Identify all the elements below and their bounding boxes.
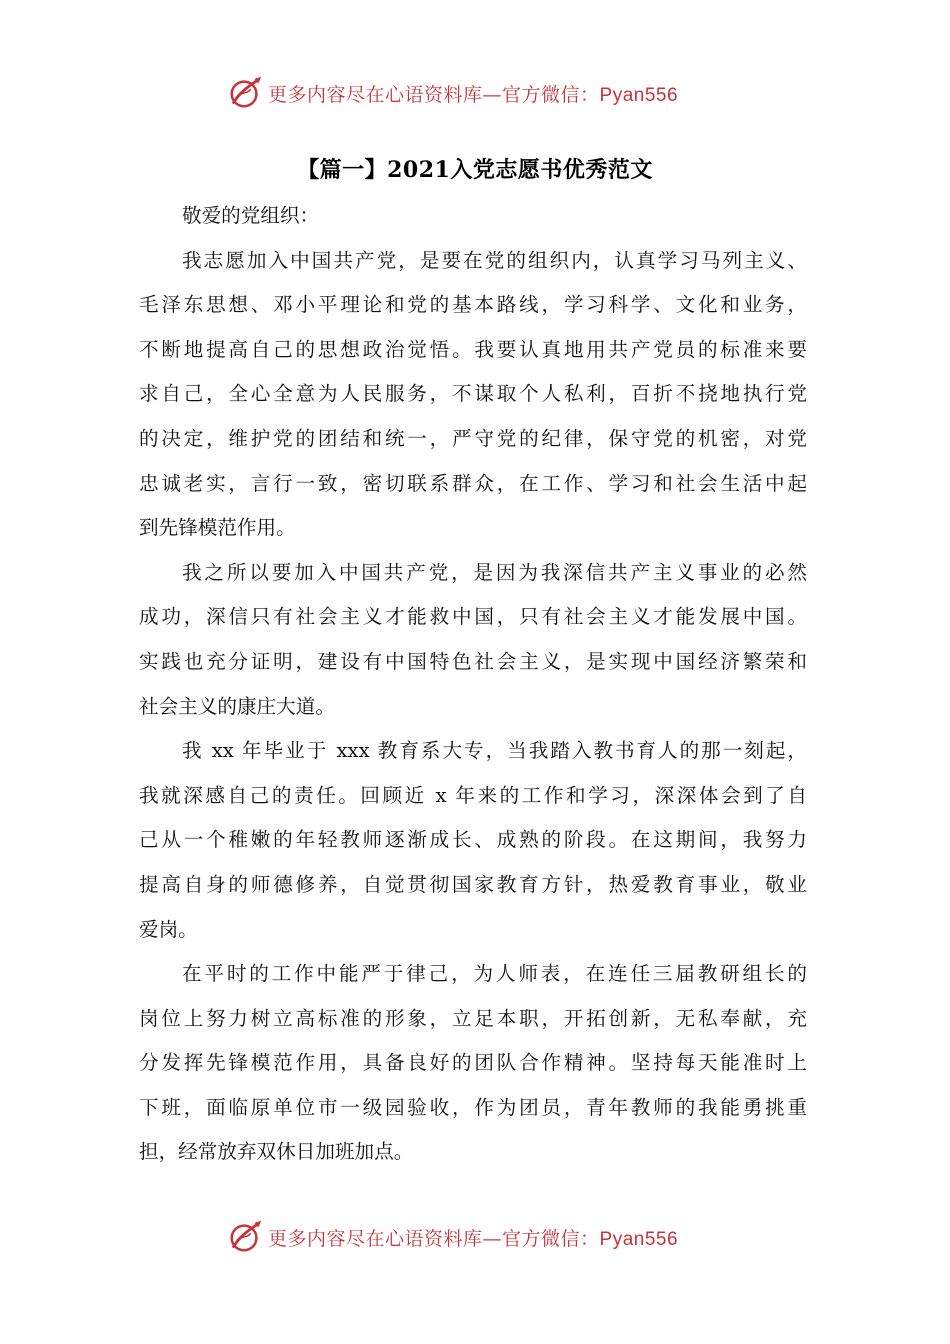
pen-swirl-logo-icon xyxy=(226,74,264,112)
paragraph-line: 社会主义的康庄大道。 xyxy=(139,694,335,718)
paragraph-line: 实践也充分证明，建设有中国特色社会主义，是实现中国经济繁荣和 xyxy=(139,649,807,673)
banner-text: 更多内容尽在心语资料库—官方微信：Pyan556 xyxy=(268,83,679,106)
page-title: 【篇一】2021入党志愿书优秀范文 xyxy=(297,157,653,183)
banner-wechat-id: Pyan556 xyxy=(599,84,679,106)
salutation: 敬爱的党组织： xyxy=(182,204,320,227)
banner-text: 更多内容尽在心语资料库—官方微信：Pyan556 xyxy=(268,1227,679,1250)
paragraph-line: 提高自身的师德修养，自觉贯彻国家教育方针，热爱教育事业，敬业 xyxy=(139,872,807,896)
document-body xyxy=(139,194,807,1175)
paragraph-line: 求自己，全心全意为人民服务，不谋取个人私利，百折不挠地执行党 xyxy=(139,382,807,406)
paragraph-line: 己从一个稚嫩的年轻教师逐渐成长、成熟的阶段。在这期间，我努力 xyxy=(139,828,807,852)
paragraph-line: 岗位上努力树立高标准的形象，立足本职，开拓创新，无私奉献，充 xyxy=(139,1006,807,1030)
paragraph-line: 我就深感自己的责任。回顾近 x 年来的工作和学习，深深体会到了自 xyxy=(139,783,807,807)
paragraph-line: 毛泽东思想、邓小平理论和党的基本路线，学习科学、文化和业务， xyxy=(139,293,807,317)
paragraph-line: 我志愿加入中国共产党，是要在党的组织内，认真学习马列主义、 xyxy=(182,248,807,272)
paragraph-line: 爱岗。 xyxy=(139,917,198,941)
paragraph-line: 分发挥先锋模范作用，具备良好的团队合作精神。坚持每天能准时上 xyxy=(139,1051,807,1075)
paragraph-line: 我 xx 年毕业于 xxx 教育系大专，当我踏入教书育人的那一刻起， xyxy=(182,739,807,763)
paragraph-line: 担，经常放弃双休日加班加点。 xyxy=(139,1140,414,1164)
paragraph-line: 到先锋模范作用。 xyxy=(139,516,296,540)
paragraph-line: 成功，深信只有社会主义才能救中国，只有社会主义才能发展中国。 xyxy=(139,605,807,629)
paragraph-line: 在平时的工作中能严于律己，为人师表，在连任三届教研组长的 xyxy=(182,962,807,986)
paragraph-line: 忠诚老实，言行一致，密切联系群众，在工作、学习和社会生活中起 xyxy=(139,471,807,495)
banner-wechat-id: Pyan556 xyxy=(599,1228,679,1250)
paragraph-line: 的决定，维护党的团结和统一，严守党的纪律，保守党的机密，对党 xyxy=(139,426,807,450)
pen-swirl-logo-icon xyxy=(226,1218,264,1256)
paragraph-line: 我之所以要加入中国共产党，是因为我深信共产主义事业的必然 xyxy=(182,560,807,584)
paragraph-line: 下班，面临原单位市一级园验收，作为团员，青年教师的我能勇挑重 xyxy=(139,1095,807,1119)
header-banner xyxy=(226,73,746,113)
paragraph-line: 不断地提高自己的思想政治觉悟。我要认真地用共产党员的标准来要 xyxy=(139,337,807,361)
footer-banner xyxy=(226,1217,746,1257)
